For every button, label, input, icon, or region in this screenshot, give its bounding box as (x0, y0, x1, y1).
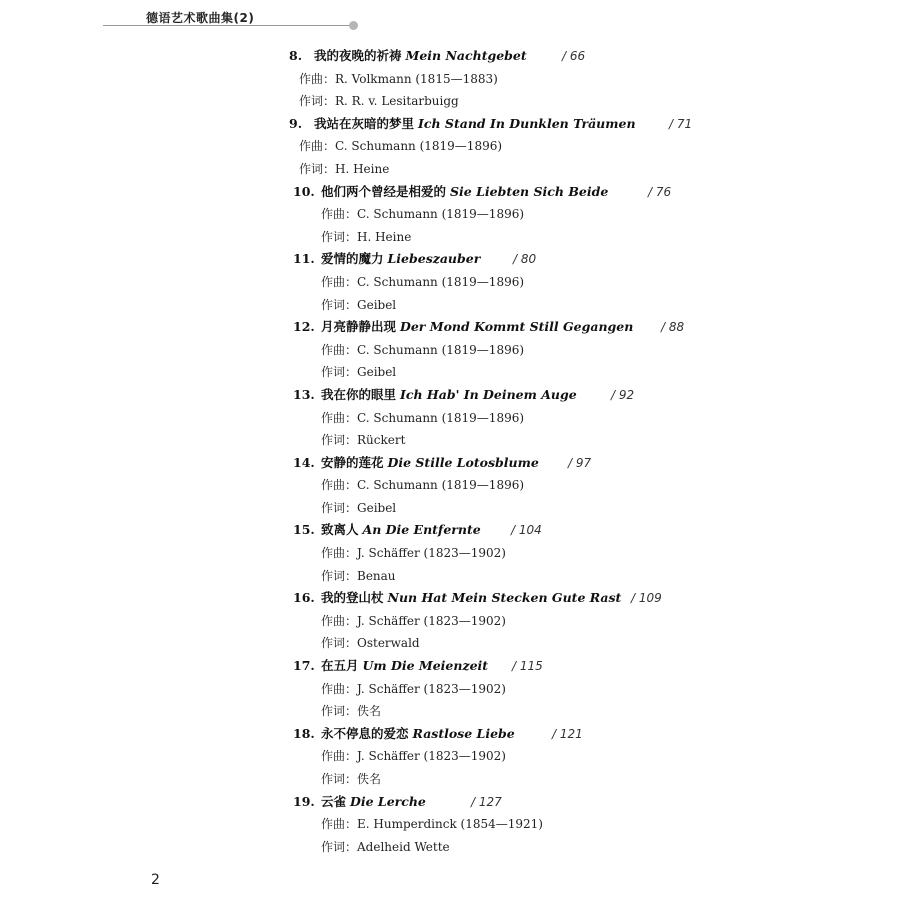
lyricist-line (0, 768, 900, 791)
song-title-german: Sie Liebten Sich Beide (450, 183, 609, 199)
song-title-chinese: 爱情的魔力 (321, 251, 384, 267)
song-title-german: Ich Hab' In Deinem Auge (400, 386, 577, 402)
entry-number: 9. (289, 115, 303, 131)
composer-credit: 作曲：C. Schumann (1819—1896) (321, 207, 525, 222)
entry-number: 13. (293, 386, 315, 402)
song-title-german: Ich Stand In Dunklen Träumen (418, 115, 636, 131)
lyricist-line (0, 565, 900, 588)
song-title-german: Der Mond Kommt Still Gegangen (400, 319, 634, 335)
entry-title-text (321, 723, 515, 746)
lyricist-line (0, 226, 900, 249)
toc-entry-title (0, 519, 900, 542)
song-title-chinese: 永不停息的爱恋 (321, 725, 409, 741)
entry-number: 8. (289, 48, 303, 63)
song-title-chinese: 在五月 (321, 658, 359, 674)
lyricist-credit: 作词：Geibel (321, 500, 397, 515)
lyricist-line (0, 700, 900, 723)
page-reference[interactable]: / 80 (513, 252, 537, 267)
header-rule (103, 25, 352, 26)
lyricist-line (0, 632, 900, 655)
composer-credit: 作曲：C. Schumann (1819—1896) (321, 342, 525, 357)
composer-line (0, 542, 900, 565)
toc-entry-title (0, 791, 900, 814)
lyricist-credit: 作词：Rückert (321, 433, 406, 448)
entry-title-text (321, 248, 480, 271)
lyricist-credit: 作词：R. R. v. Lesitarbuigg (299, 94, 459, 109)
composer-credit: 作曲：J. Schäffer (1823—1902) (321, 681, 506, 696)
composer-credit: 作曲：J. Schäffer (1823—1902) (321, 749, 506, 764)
entry-title-text (321, 384, 577, 407)
composer-line (0, 407, 900, 430)
page-reference[interactable]: / 92 (611, 387, 635, 402)
song-title-chinese: 月亮静静出现 (321, 319, 397, 335)
song-title-german: Liebeszauber (387, 251, 481, 267)
lyricist-credit: 作词：Geibel (321, 297, 397, 312)
lyricist-credit: 作词：佚名 (321, 704, 382, 719)
page-reference[interactable]: / 66 (562, 49, 586, 63)
toc-entry-title (0, 723, 900, 746)
song-title-german: Rastlose Liebe (412, 725, 515, 741)
song-title-chinese: 致离人 (321, 522, 359, 538)
song-title-chinese: 云雀 (321, 793, 347, 809)
lyricist-line (0, 429, 900, 452)
page-reference[interactable]: / 97 (568, 455, 592, 470)
toc-entry-title (0, 587, 900, 610)
song-title-chinese: 我的夜晚的祈祷 (314, 48, 402, 63)
lyricist-line (0, 294, 900, 317)
lyricist-line (0, 361, 900, 384)
running-header-title: 德语艺术歌曲集(2) (146, 11, 255, 25)
song-title-german: An Die Entfernte (362, 522, 481, 538)
toc-entry-title (0, 181, 900, 204)
composer-line (0, 339, 900, 362)
lyricist-line (0, 836, 900, 859)
toc-entry-title (0, 113, 900, 136)
entry-number: 18. (293, 725, 315, 741)
entry-title-text (321, 791, 426, 814)
entry-title-text (321, 587, 621, 610)
toc-entry-title (0, 384, 900, 407)
composer-credit: 作曲：E. Humperdinck (1854—1921) (321, 817, 543, 832)
lyricist-credit: 作词：H. Heine (321, 229, 412, 244)
song-title-german: Nun Hat Mein Stecken Gute Rast (387, 590, 622, 606)
page-reference[interactable]: / 109 (631, 591, 662, 606)
song-title-chinese: 安静的莲花 (321, 454, 384, 470)
entry-number: 11. (293, 251, 315, 267)
toc-entry-title (0, 248, 900, 271)
page-reference[interactable]: / 121 (552, 726, 583, 741)
lyricist-line (0, 158, 900, 181)
lyricist-line (0, 90, 900, 113)
composer-credit: 作曲：C. Schumann (1819—1896) (321, 478, 525, 493)
song-title-chinese: 我在你的眼里 (321, 386, 397, 402)
lyricist-credit: 作词：Osterwald (321, 636, 420, 651)
page-reference[interactable]: / 115 (512, 659, 543, 674)
page-reference[interactable]: / 76 (648, 184, 672, 199)
composer-line (0, 271, 900, 294)
entry-title-text (321, 316, 633, 339)
entry-number: 14. (293, 454, 315, 470)
composer-credit: 作曲：C. Schumann (1819—1896) (321, 274, 525, 289)
toc-entry-title (0, 452, 900, 475)
composer-line (0, 610, 900, 633)
entry-number: 12. (293, 319, 315, 335)
page-reference[interactable]: / 88 (661, 320, 685, 335)
song-title-german: Die Stille Lotosblume (387, 454, 539, 470)
entry-title-text (321, 655, 488, 678)
composer-line (0, 203, 900, 226)
song-title-chinese: 他们两个曾经是相爱的 (321, 183, 447, 199)
song-title-chinese: 我的登山杖 (321, 590, 384, 606)
entry-number: 10. (293, 183, 315, 199)
song-title-chinese: 我站在灰暗的梦里 (314, 115, 415, 131)
composer-line (0, 678, 900, 701)
composer-credit: 作曲：R. Volkmann (1815—1883) (299, 71, 498, 86)
composer-credit: 作曲：J. Schäffer (1823—1902) (321, 613, 506, 628)
page-reference[interactable]: / 104 (511, 523, 542, 538)
entry-title-text (321, 519, 481, 542)
song-title-german: Um Die Meienzeit (362, 658, 489, 674)
toc-entry-title (0, 45, 900, 68)
lyricist-credit: 作词：Benau (321, 568, 396, 583)
composer-credit: 作曲：J. Schäffer (1823—1902) (321, 546, 506, 561)
page-reference[interactable]: / 127 (471, 794, 502, 809)
composer-line (0, 68, 900, 91)
entry-title-text (321, 181, 608, 204)
entry-title-text (321, 452, 539, 475)
composer-credit: 作曲：C. Schumann (1819—1896) (321, 410, 525, 425)
lyricist-credit: 作词：佚名 (321, 772, 382, 786)
page-number: 2 (151, 872, 160, 888)
entry-number: 17. (293, 658, 315, 674)
lyricist-line (0, 497, 900, 520)
composer-credit: 作曲：C. Schumann (1819—1896) (299, 139, 503, 154)
entry-title-text (314, 45, 527, 68)
composer-line (0, 745, 900, 768)
table-of-contents (0, 45, 900, 858)
composer-line (0, 813, 900, 836)
song-title-german: Mein Nachtgebet (405, 48, 527, 63)
header-dot-ornament (349, 21, 358, 30)
lyricist-credit: 作词：H. Heine (299, 161, 390, 176)
lyricist-credit: 作词：Geibel (321, 365, 397, 380)
lyricist-credit: 作词：Adelheid Wette (321, 839, 450, 854)
page-reference[interactable]: / 71 (669, 116, 693, 131)
composer-line (0, 135, 900, 158)
entry-number: 16. (293, 590, 315, 606)
composer-line (0, 474, 900, 497)
toc-entry-title (0, 316, 900, 339)
toc-entry-title (0, 655, 900, 678)
song-title-german: Die Lerche (350, 793, 426, 809)
entry-number: 19. (293, 793, 315, 809)
entry-number: 15. (293, 522, 315, 538)
entry-title-text (314, 113, 636, 136)
